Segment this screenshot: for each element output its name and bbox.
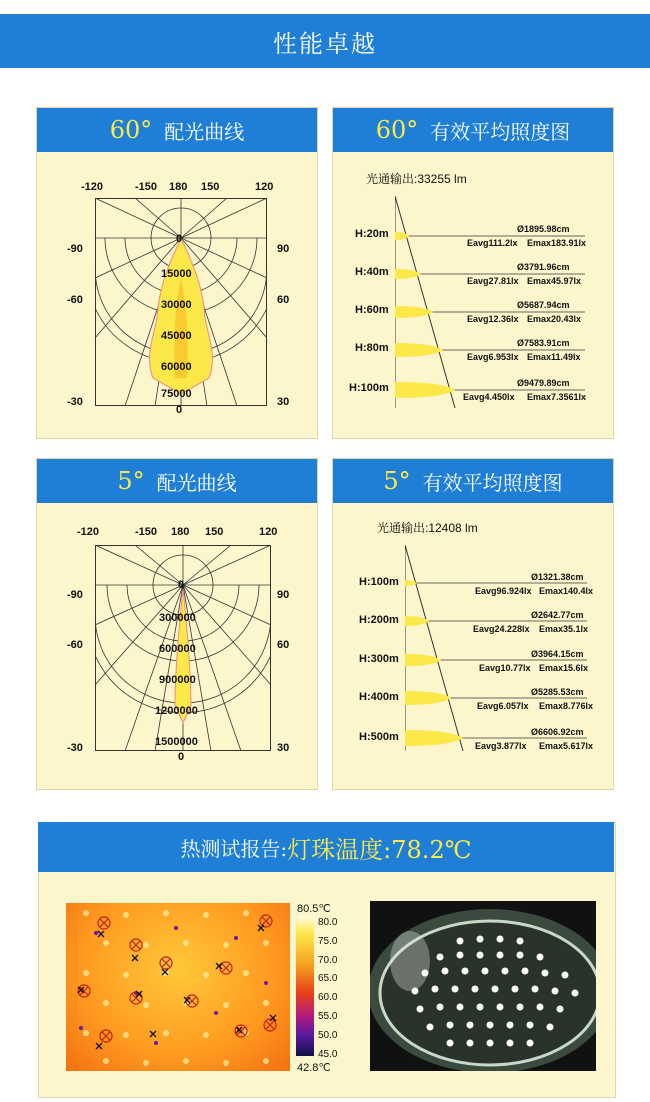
- polar-ring-label: 0: [178, 579, 185, 591]
- diameter-value: Ø1895.98cm: [517, 224, 570, 234]
- polar-left-label: -90: [67, 589, 83, 601]
- panel-header: [333, 459, 613, 503]
- polar-left-label: -60: [67, 639, 83, 651]
- eavg-value: Eavg3.877lx: [475, 741, 527, 751]
- emax-value: Emax8.776lx: [539, 701, 594, 711]
- polar-ring-label: 1500000: [155, 736, 198, 748]
- temp-tick: 55.0: [318, 1010, 338, 1022]
- polar-ring-label: 45000: [161, 330, 192, 342]
- panel-title: 配光曲线: [164, 119, 245, 144]
- height-label: H:100m: [349, 382, 389, 394]
- panel-illum-60: [332, 107, 614, 439]
- height-label: H:100m: [359, 576, 399, 588]
- polar-left-label: -30: [67, 396, 83, 408]
- eavg-value: Eavg12.36lx: [467, 314, 519, 324]
- height-label: H:200m: [359, 614, 399, 626]
- polar-ring-label: 60000: [161, 361, 192, 373]
- page-title-bar: [0, 14, 650, 68]
- height-label: H:400m: [359, 691, 399, 703]
- eavg-value: Eavg6.953lx: [467, 352, 519, 362]
- polar-ring-label: 0: [176, 233, 183, 245]
- polar-left-label: -90: [67, 243, 83, 255]
- diameter-value: Ø6606.92cm: [531, 727, 584, 737]
- panel-polar-60: [36, 107, 318, 439]
- emax-value: Emax140.4lx: [539, 586, 594, 596]
- emax-value: Emax183.91lx: [527, 238, 587, 248]
- polar-top-label: 180: [171, 526, 190, 538]
- height-label: H:500m: [359, 731, 399, 743]
- thermal-markers: [66, 903, 290, 1071]
- emax-value: Emax20.43lx: [527, 314, 582, 324]
- temp-tick: 60.0: [318, 992, 338, 1004]
- panel-illum-5: [332, 458, 614, 790]
- polar-top-label: -120: [77, 526, 100, 538]
- lumen-output: 光通输出:12408 lm: [377, 521, 478, 535]
- page-title: 性能卓越: [273, 29, 377, 58]
- polar-top-label: 180: [169, 181, 188, 193]
- polar-ring-label: 600000: [159, 643, 196, 655]
- height-label: H:60m: [355, 304, 389, 316]
- temp-tick: 80.0: [318, 917, 338, 928]
- diameter-value: Ø5687.94cm: [517, 300, 570, 310]
- temp-tick: 75.0: [318, 935, 338, 947]
- temp-color-bar: [296, 916, 314, 1056]
- temp-tick: 70.0: [318, 954, 338, 966]
- height-label: H:300m: [359, 653, 399, 665]
- emax-value: Emax7.3561lx: [527, 392, 587, 402]
- panel-header: [37, 459, 317, 503]
- polar-top-label: -150: [135, 181, 158, 193]
- polar-right-label: 60: [277, 639, 290, 651]
- eavg-value: Eavg96.924lx: [475, 586, 532, 596]
- polar-left-label: -30: [67, 742, 83, 754]
- polar-ring-label: 30000: [161, 299, 192, 311]
- polar-ring-label: 900000: [159, 674, 196, 686]
- eavg-value: Eavg27.81lx: [467, 276, 519, 286]
- polar-bottom-label: 0: [178, 751, 185, 763]
- height-label: H:40m: [355, 266, 389, 278]
- temp-tick: 45.0: [318, 1048, 338, 1060]
- polar-bottom-label: 0: [176, 404, 183, 416]
- polar-top-label: 120: [259, 526, 278, 538]
- polar-ring-label: 15000: [161, 268, 192, 280]
- polar-right-label: 90: [277, 589, 290, 601]
- polar-right-label: 30: [277, 396, 290, 408]
- polar-top-label: -120: [81, 181, 104, 193]
- panel-title: 有效平均照度图: [430, 119, 571, 144]
- angle-label: 60°: [109, 116, 153, 144]
- height-label: H:80m: [355, 342, 389, 354]
- emax-value: Emax35.1lx: [539, 624, 589, 634]
- panel-title: 配光曲线: [156, 470, 237, 495]
- panel-header: [333, 108, 613, 152]
- eavg-value: Eavg10.77lx: [479, 663, 531, 673]
- eavg-value: Eavg24.228lx: [473, 624, 530, 634]
- polar-ring-label: 300000: [159, 612, 196, 624]
- led-array: [370, 901, 596, 1071]
- emax-value: Emax45.97lx: [527, 276, 582, 286]
- diameter-value: Ø2642.77cm: [531, 610, 584, 620]
- polar-left-label: -60: [67, 294, 83, 306]
- diameter-value: Ø5285.53cm: [531, 687, 584, 697]
- angle-label: 60°: [375, 116, 419, 144]
- emax-value: Emax11.49lx: [527, 352, 581, 362]
- emax-value: Emax15.6lx: [539, 663, 589, 673]
- polar-right-label: 90: [277, 243, 290, 255]
- led-temperature: 灯珠温度:78.2℃: [287, 835, 472, 864]
- heat-header: [38, 822, 614, 872]
- temp-scale-max: 80.5℃: [297, 903, 331, 915]
- diameter-value: Ø7583.91cm: [517, 338, 570, 348]
- angle-label: 5°: [383, 467, 411, 495]
- polar-right-label: 30: [277, 742, 290, 754]
- panel-title: 有效平均照度图: [422, 470, 563, 495]
- polar-top-label: 120: [255, 181, 274, 193]
- temp-ticks: [318, 914, 337, 1064]
- temp-tick: 50.0: [318, 1029, 338, 1041]
- diameter-value: Ø1321.38cm: [531, 572, 584, 582]
- polar-ring-label: 75000: [161, 388, 192, 400]
- eavg-value: Eavg4.450lx: [463, 392, 515, 402]
- lumen-output: 光通输出:33255 lm: [366, 172, 467, 186]
- angle-label: 5°: [117, 467, 145, 495]
- polar-top-label: -150: [135, 526, 158, 538]
- panel-header: [37, 108, 317, 152]
- panel-polar-5: [36, 458, 318, 790]
- polar-right-label: 60: [277, 294, 290, 306]
- diameter-value: Ø9479.89cm: [517, 378, 570, 388]
- eavg-value: Eavg6.057lx: [477, 701, 529, 711]
- temp-scale-min: 42.8℃: [297, 1062, 331, 1074]
- led-module-photo: [370, 901, 596, 1071]
- diameter-value: Ø3791.96cm: [517, 262, 570, 272]
- thermal-image: [66, 903, 290, 1071]
- eavg-value: Eavg111.2lx: [467, 238, 518, 248]
- temp-tick: 65.0: [318, 973, 338, 985]
- emax-value: Emax5.617lx: [539, 741, 594, 751]
- polar-top-label: 150: [201, 181, 220, 193]
- polar-ring-label: 1200000: [155, 705, 198, 717]
- polar-top-label: 150: [205, 526, 224, 538]
- height-label: H:20m: [355, 228, 389, 240]
- diameter-value: Ø3964.15cm: [531, 649, 584, 659]
- heat-label: 热测试报告:: [180, 836, 288, 861]
